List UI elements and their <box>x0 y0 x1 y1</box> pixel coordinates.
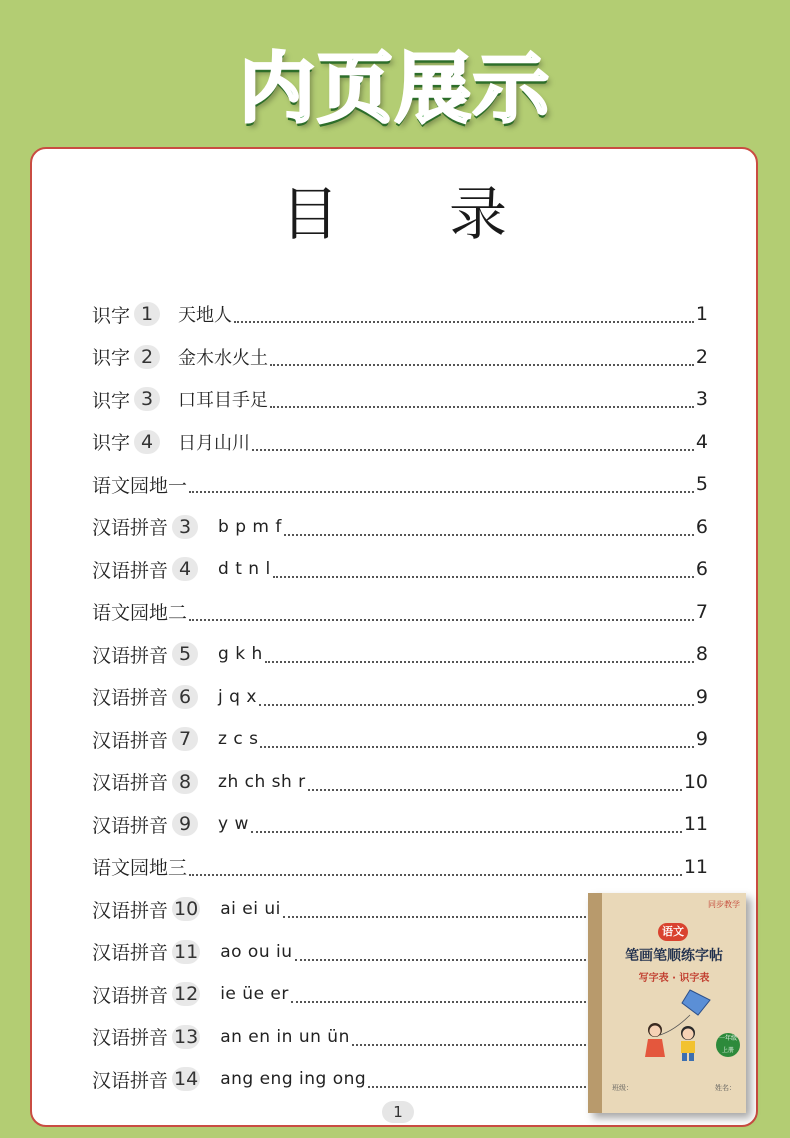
book-fields <box>612 1083 736 1093</box>
book-cover-image <box>588 893 746 1113</box>
grade-badge: 一年级 上册 <box>716 1033 740 1057</box>
entry-page: 11 <box>683 855 708 878</box>
book-title: 笔画笔顺练字帖 <box>625 948 723 964</box>
entry-number-badge: 8 <box>172 770 198 794</box>
entry-label: 识字 <box>92 432 131 454</box>
entry-label: 汉语拼音 <box>92 772 169 794</box>
entry-number-badge: 11 <box>174 940 199 963</box>
entry-label: 语文园地二 <box>92 602 188 624</box>
entry-title: y w <box>218 814 249 834</box>
leader-dots <box>260 745 693 748</box>
entry-title: ai ei ui <box>220 899 281 919</box>
children-kite-illustration <box>620 985 730 1065</box>
entry-title: 口耳目手足 <box>178 390 269 411</box>
entry-title: g k h <box>218 644 263 664</box>
toc-entry <box>92 724 708 754</box>
toc-entry <box>92 852 708 882</box>
entry-page: 2 <box>695 345 708 368</box>
entry-label: 汉语拼音 <box>92 984 169 1007</box>
entry-title: 日月山川 <box>178 432 251 454</box>
entry-number-badge: 12 <box>174 983 199 1005</box>
entry-page: 7 <box>695 600 708 623</box>
entry-number-badge: 10 <box>174 898 199 920</box>
toc-entry <box>92 597 708 627</box>
leader-dots <box>259 703 694 706</box>
toc-title: 目录 <box>280 180 617 248</box>
entry-label: 汉语拼音 <box>92 1027 169 1049</box>
entry-title: an en in un ün <box>220 1026 350 1047</box>
leader-dots <box>252 448 694 451</box>
entry-label: 汉语拼音 <box>92 517 169 539</box>
toc-entry <box>92 299 708 329</box>
entry-page: 1 <box>695 303 708 325</box>
leader-dots <box>189 618 694 621</box>
entry-title: z c s <box>218 729 259 749</box>
entry-number-badge: 9 <box>172 812 198 836</box>
entry-title: 金木水火土 <box>178 347 269 369</box>
leader-dots <box>308 788 682 791</box>
entry-title: j q x <box>218 686 257 707</box>
entry-page: 8 <box>695 643 708 665</box>
entry-label: 汉语拼音 <box>92 899 169 922</box>
entry-number-badge: 7 <box>172 727 198 751</box>
entry-label: 汉语拼音 <box>92 729 169 752</box>
entry-number-badge: 4 <box>172 557 198 581</box>
entry-page: 9 <box>695 685 708 708</box>
leader-dots <box>189 873 682 876</box>
publisher-tag: 同步教学 <box>708 900 740 909</box>
book-spine <box>588 893 602 1113</box>
entry-number-badge: 2 <box>134 345 160 369</box>
toc-entry <box>92 469 708 499</box>
entry-number-badge: 4 <box>134 430 160 454</box>
entry-label: 语文园地一 <box>92 474 188 497</box>
toc-entry <box>92 639 708 669</box>
entry-page: 10 <box>683 770 708 793</box>
entry-title: ang eng ing ong <box>220 1069 367 1089</box>
entry-page: 6 <box>695 558 708 580</box>
page-number: 1 <box>382 1101 414 1123</box>
banner-title: 内页展示 <box>239 44 551 133</box>
entry-title: d t n l <box>218 559 271 579</box>
entry-number-badge: 13 <box>174 1025 199 1048</box>
leader-dots <box>284 533 694 536</box>
entry-number-badge: 6 <box>172 685 198 709</box>
entry-page: 6 <box>695 515 708 538</box>
leader-dots <box>189 490 694 493</box>
entry-label: 汉语拼音 <box>92 814 169 837</box>
entry-label: 汉语拼音 <box>92 687 169 709</box>
entry-label: 识字 <box>92 389 131 412</box>
toc-entry <box>92 512 708 542</box>
leader-dots <box>265 660 694 663</box>
entry-number-badge: 1 <box>134 302 160 326</box>
entry-title: ie üe er <box>220 984 289 1004</box>
entry-label: 语文园地三 <box>92 857 188 879</box>
leader-dots <box>251 830 682 833</box>
entry-label: 汉语拼音 <box>92 644 169 667</box>
toc-entry <box>92 554 708 584</box>
toc-entry <box>92 682 708 712</box>
entry-label: 识字 <box>92 304 131 327</box>
entry-label: 汉语拼音 <box>92 1069 169 1092</box>
leader-dots <box>234 320 694 323</box>
entry-page: 4 <box>695 430 708 453</box>
toc-entry <box>92 767 708 797</box>
toc-entry <box>92 809 708 839</box>
toc-entry <box>92 342 708 372</box>
entry-number-badge: 3 <box>172 515 198 539</box>
book-front <box>602 893 746 1113</box>
leader-dots <box>270 405 694 408</box>
leader-dots <box>270 363 694 366</box>
entry-label: 汉语拼音 <box>92 559 169 582</box>
entry-number-badge: 14 <box>174 1068 199 1090</box>
toc-entry <box>92 427 708 457</box>
subject-badge: 语文 <box>658 923 688 941</box>
entry-title: 天地人 <box>178 305 233 326</box>
entry-title: zh ch sh r <box>218 771 306 792</box>
entry-page: 11 <box>683 813 708 835</box>
entry-page: 9 <box>695 728 708 750</box>
entry-number-badge: 5 <box>172 642 198 666</box>
name-field: 姓名： <box>715 1084 736 1092</box>
entry-page: 3 <box>695 388 708 410</box>
entry-page: 5 <box>695 473 708 495</box>
entry-title: ao ou iu <box>220 941 293 962</box>
toc-entry <box>92 384 708 414</box>
entry-title: b p m f <box>218 516 282 537</box>
leader-dots <box>273 575 694 578</box>
class-field: 班级： <box>612 1084 633 1092</box>
book-subtitle: 写字表 · 识字表 <box>638 973 710 984</box>
entry-label: 汉语拼音 <box>92 942 169 964</box>
entry-label: 识字 <box>92 347 131 369</box>
entry-number-badge: 3 <box>134 387 160 411</box>
